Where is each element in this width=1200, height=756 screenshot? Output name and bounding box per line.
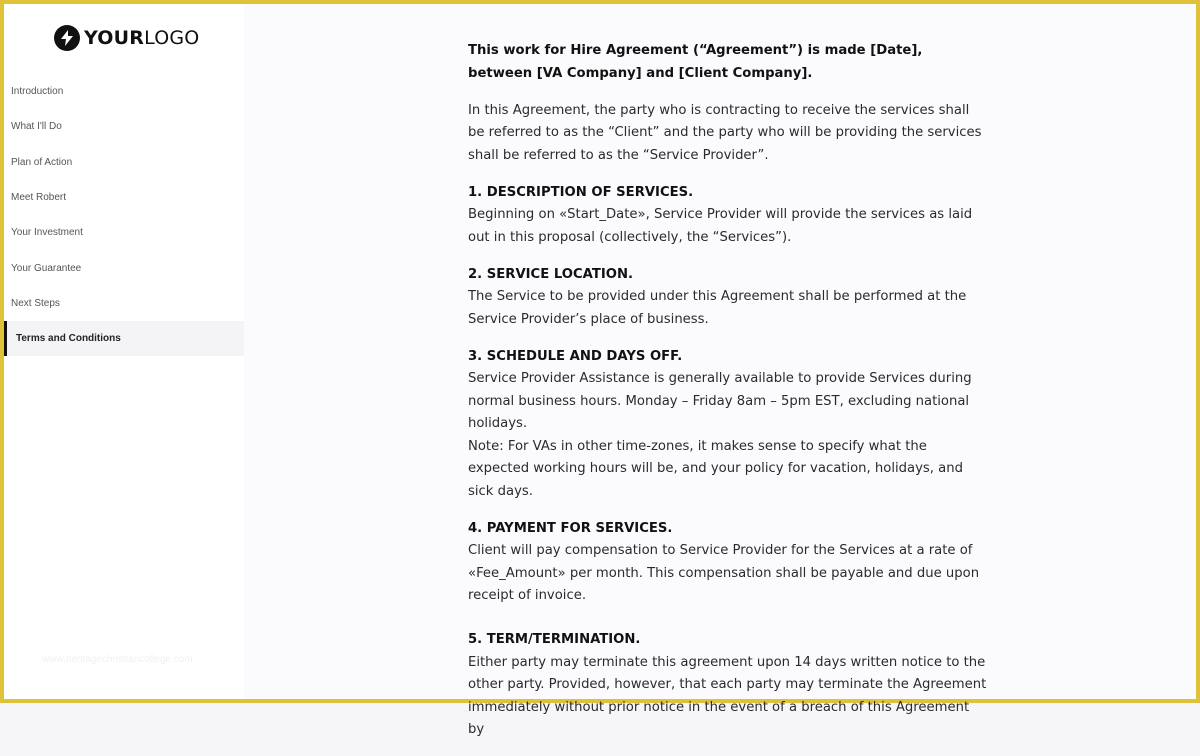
agreement-intro: In this Agreement, the party who is contracting to receive the services shall be referred to as the “Client” and the party who will be providing the services shall be referred to as the “Service Provider”.	[468, 102, 982, 163]
section-description-of-services	[468, 182, 988, 250]
sidebar-item-your-investment[interactable]: Your Investment	[11, 227, 83, 239]
watermark: www.heritagechristiancollege.com	[42, 654, 193, 665]
section-note: Note: For VAs in other time-zones, it makes sense to specify what the expected working hours will be, and your policy for vacation, holidays, and sick days.	[468, 438, 963, 499]
section-body: The Service to be provided under this Agreement shall be performed at the Service Provider’s place of business.	[468, 289, 967, 327]
section-body: Either party may terminate this agreement upon 14 days written notice to the other party. Provided, however, that each party may terminate the Agreement immediately without prior notice in the event of a breach of this Agreement by	[468, 654, 987, 737]
agreement-document	[468, 40, 988, 756]
sidebar-item-terms-and-conditions[interactable]: Terms and Conditions	[4, 321, 244, 356]
sidebar-item-plan-of-action[interactable]: Plan of Action	[11, 156, 73, 168]
section-title: 5. TERM/TERMINATION.	[468, 632, 641, 647]
agreement-title	[468, 40, 988, 85]
sidebar	[4, 4, 244, 699]
section-service-location	[468, 264, 988, 332]
sidebar-item-meet-robert[interactable]: Meet Robert	[11, 192, 67, 204]
section-title: 2. SERVICE LOCATION.	[468, 266, 633, 282]
section-body: Beginning on «Start_Date», Service Provider will provide the services as laid out in this proposal (collectively, the “Services”).	[468, 207, 973, 245]
logo-text-bold: YOUR	[84, 27, 145, 49]
lightning-bolt-icon	[54, 25, 80, 51]
section-title: 4. PAYMENT FOR SERVICES.	[468, 520, 673, 536]
sidebar-item-introduction[interactable]: Introduction	[11, 86, 64, 98]
sidebar-nav	[4, 74, 244, 356]
agreement-title-line1: This work for Hire Agreement (“Agreement”) is made [Date],	[468, 43, 923, 58]
section-schedule-and-days-off	[468, 346, 988, 504]
section-body: Service Provider Assistance is generally available to provide Services during normal business hours. Monday – Friday 8am – 5pm EST, excluding national holidays.	[468, 371, 972, 431]
section-term-termination	[468, 629, 988, 742]
main-content	[244, 4, 1196, 737]
sidebar-item-next-steps[interactable]: Next Steps	[11, 297, 60, 309]
spacer	[468, 622, 988, 629]
logo-text-thin: LOGO	[144, 27, 200, 49]
sidebar-item-your-guarantee[interactable]: Your Guarantee	[11, 262, 82, 274]
logo-text	[84, 27, 199, 49]
agreement-title-line2: between [VA Company] and [Client Company].	[468, 65, 813, 81]
section-title: 1. DESCRIPTION OF SERVICES.	[468, 184, 694, 200]
section-body: Client will pay compensation to Service Provider for the Services at a rate of «Fee_Amount» per month. This compensation shall be payable and due upon receipt of invoice.	[468, 543, 980, 603]
logo[interactable]	[54, 24, 199, 52]
sidebar-item-what-ill-do[interactable]: What I'll Do	[11, 121, 62, 133]
section-title: 3. SCHEDULE AND DAYS OFF.	[468, 348, 683, 364]
section-payment-for-services	[468, 518, 988, 608]
